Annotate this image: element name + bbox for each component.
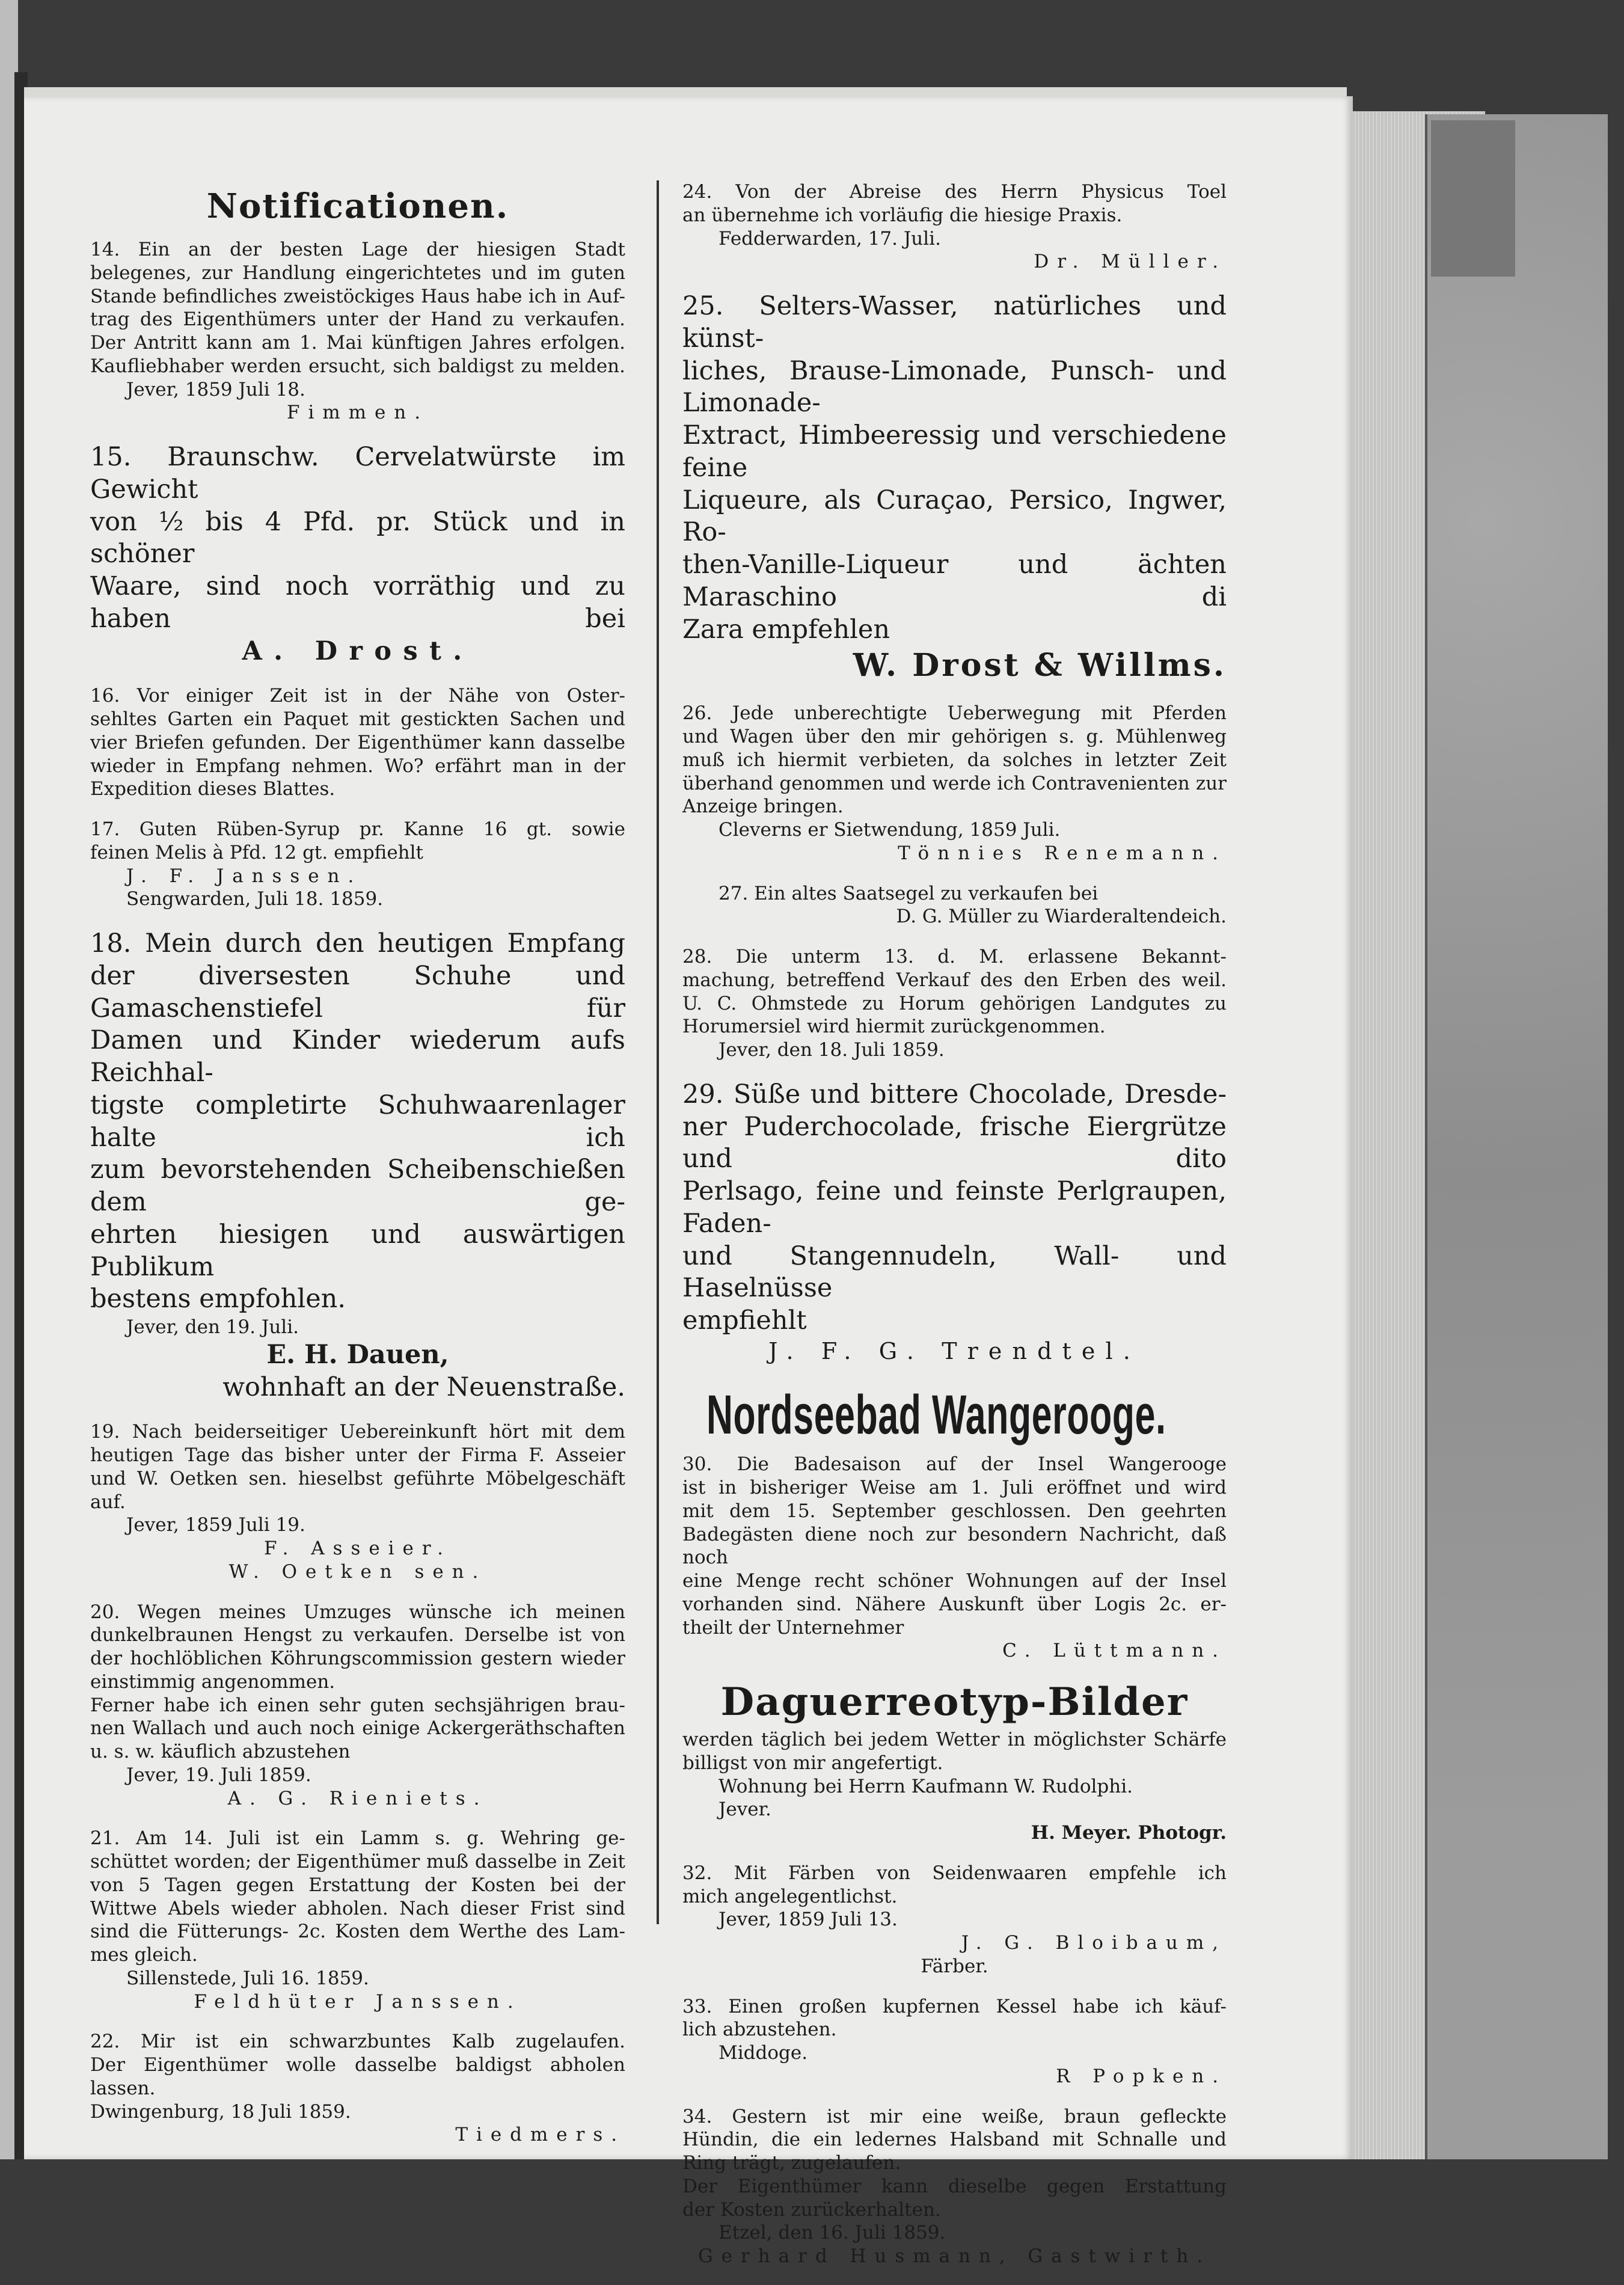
notice-26	[682, 702, 1227, 865]
notice-line: von 5 Tagen gegen Erstattung der Kosten bei der	[90, 1874, 625, 1896]
notice-date: Fedderwarden, 17. Juli.	[719, 227, 941, 250]
notice-line: wieder in Empfang nehmen. Wo? erfährt man in der	[90, 755, 625, 777]
notice-place: Jever.	[719, 1799, 771, 1821]
notice-line: 18. Mein durch den heutigen Empfang	[90, 928, 625, 958]
notice-33	[682, 1995, 1227, 2088]
notice-14	[90, 238, 625, 425]
notice-signature: J. F. Janssen.	[126, 865, 363, 887]
notice-line: 16. Vor einiger Zeit ist in der Nähe von Oster-	[90, 685, 625, 707]
notice-line: 17. Guten Rüben-Syrup pr. Kanne 16 gt. sowie	[90, 818, 625, 840]
notice-line: Dwingenburg, 18 Juli 1859.	[90, 2100, 351, 2123]
notice-signature: E. H. Dauen,	[266, 1339, 449, 1370]
notice-line: Anzeige bringen.	[682, 796, 844, 818]
notice-line: trag des Eigenthümers unter der Hand zu verkaufen.	[90, 308, 625, 331]
notice-22	[90, 2030, 625, 2147]
notice-date: Sengwarden, Juli 18. 1859.	[126, 888, 384, 910]
notice-line: der diversesten Schuhe und Gamaschenstiefel für	[90, 960, 625, 1023]
notice-signature: A. G. Rieniets.	[227, 1787, 488, 1809]
notice-line: Ring trägt, zugelaufen.	[682, 2152, 901, 2174]
notice-line: Perlsago, feine und feinste Perlgraupen, Faden-	[682, 1176, 1227, 1239]
notice-date: Etzel, den 16. Juli 1859.	[719, 2222, 946, 2244]
notice-line: der hochlöblichen Köhrungscommission gestern wieder	[90, 1648, 625, 1669]
notice-line: 25. Selters-Wasser, natürliches und künst-	[682, 291, 1227, 354]
notice-line: Extract, Himbeeressig und verschiedene feine	[682, 420, 1227, 483]
notice-line: Wittwe Abels wieder abholen. Nach dieser Frist sind	[90, 1897, 625, 1919]
notice-line: tigste completirte Schuhwaarenlager halte ich	[90, 1090, 625, 1153]
notice-16	[90, 684, 625, 801]
notice-line: überhand genommen und werde ich Contravenienten zur	[682, 772, 1227, 794]
notice-line: mich angelegentlichst.	[682, 1885, 898, 1907]
notice-21	[90, 1827, 625, 2013]
notice-date: Jever, 1859 Juli 18.	[126, 378, 305, 400]
notice-line: Wohnung bei Herrn Kaufmann W. Rudolphi.	[719, 1775, 1133, 1797]
notice-line: Stande befindliches zweistöckiges Haus habe ich in Auf-	[90, 285, 625, 307]
notice-line: feinen Melis à Pfd. 12 gt. empfiehlt	[90, 841, 424, 863]
notice-19	[90, 1420, 625, 1583]
notice-line: 22. Mir ist ein schwarzbuntes Kalb zugelaufen.	[90, 2031, 625, 2053]
notice-28	[682, 945, 1227, 1062]
notice-line: vier Briefen gefunden. Der Eigenthümer kann dasselbe	[90, 731, 625, 753]
notice-line: 26. Jede unberechtigte Ueberwegung mit Pferden	[682, 702, 1227, 725]
notice-line: zum bevorstehenden Scheibenschießen dem ge-	[90, 1155, 625, 1217]
notice-signature: Dr. Müller.	[1034, 251, 1227, 273]
notice-line: machung, betreffend Verkauf des den Erben des weil.	[682, 969, 1227, 991]
notice-line: und W. Oetken sen. hieselbst geführte Möbelgeschäft auf.	[90, 1467, 625, 1513]
notice-line: sehltes Garten ein Paquet mit gestickten Sachen und	[90, 708, 625, 730]
left-column	[90, 180, 625, 2164]
notice-line: ner Puderchocolade, frische Eiergrütze und dito	[682, 1111, 1227, 1174]
notice-line: Expedition dieses Blattes.	[90, 778, 336, 800]
notice-line: lich abzustehen.	[682, 2019, 837, 2041]
notice-signature: J. F. G. Trendtel.	[768, 1337, 1141, 1364]
notice-signature: F. Asseier.	[264, 1538, 452, 1559]
notice-line: einstimmig angenommen.	[90, 1670, 336, 1693]
notice-31	[682, 1679, 1227, 1845]
notice-line: belegenes, zur Handlung eingerichtetes und im guten	[90, 262, 625, 284]
notice-signature: Feldhüter Janssen.	[194, 1990, 522, 2013]
section-title: Notificationen.	[206, 186, 509, 226]
notice-date: Sillenstede, Juli 16. 1859.	[126, 1967, 369, 1989]
notice-25	[682, 290, 1227, 685]
notice-line: ist in bisheriger Weise am 1. Juli eröffnet und wird	[682, 1477, 1227, 1498]
notice-line: 27. Ein altes Saatsegel zu verkaufen bei	[719, 882, 1098, 904]
notice-line: 29. Süße und bittere Chocolade, Dresde-	[682, 1079, 1227, 1109]
notice-line: an übernehme ich vorläufig die hiesige Praxis.	[682, 204, 1123, 226]
notice-line: 20. Wegen meines Umzuges wünsche ich meinen	[90, 1601, 625, 1623]
notice-date: Cleverns er Sietwendung, 1859 Juli.	[719, 819, 1061, 841]
notice-34	[682, 2105, 1227, 2268]
notice-line: und Stangennudeln, Wall- und Haselnüsse	[682, 1241, 1227, 1304]
notice-signature: Fimmen.	[286, 402, 429, 424]
notice-line: eine Menge recht schöner Wohnungen auf der Insel	[682, 1570, 1227, 1592]
notice-line: theilt der Unternehmer	[682, 1616, 904, 1639]
notice-date: Jever, den 19. Juli.	[126, 1316, 299, 1338]
notice-signature: Tönnies Renemann.	[898, 842, 1227, 864]
notice-line: werden täglich bei jedem Wetter in möglichster Schärfe	[682, 1729, 1227, 1750]
notice-line: heutigen Tage das bisher unter der Firma F. Asseier	[90, 1444, 625, 1466]
notice-29	[682, 1079, 1227, 1366]
notice-line: Der Eigenthümer wolle dasselbe baldigst abholen lassen.	[90, 2054, 625, 2099]
notice-place: Middoge.	[719, 2042, 808, 2064]
notice-18	[90, 928, 625, 1403]
notice-line: Horumersiel wird hiermit zurückgenommen.	[682, 1016, 1106, 1038]
notice-line: Liqueure, als Curaçao, Persico, Ingwer, Ro-	[682, 485, 1227, 548]
notice-signature-sub: wohnhaft an der Neuenstraße.	[222, 1372, 625, 1402]
notice-signature: R Popken.	[1056, 2065, 1227, 2087]
notice-30	[682, 1384, 1227, 1663]
notice-line: Waare, sind noch vorräthig und zu haben bei	[90, 571, 625, 634]
notice-line: 24. Von der Abreise des Herrn Physicus Toel	[682, 181, 1227, 203]
notice-line: ehrten hiesigen und auswärtigen Publikum	[90, 1219, 625, 1282]
notice-line: Der Antritt kann am 1. Mai künftigen Jahres erfolgen.	[90, 332, 625, 354]
notice-line: U. C. Ohmstede zu Horum gehörigen Landgutes zu	[682, 992, 1227, 1014]
notice-line: 32. Mit Färben von Seidenwaaren empfehle ich	[682, 1862, 1227, 1884]
notice-line: 28. Die unterm 13. d. M. erlassene Bekannt-	[682, 946, 1227, 968]
notice-17	[90, 818, 625, 911]
notice-date: Jever, 19. Juli 1859.	[126, 1764, 311, 1786]
right-column	[682, 180, 1227, 2285]
notice-line: 21. Am 14. Juli ist ein Lamm s. g. Wehring ge-	[90, 1827, 625, 1850]
notice-line: Kaufliebhaber werden ersucht, sich baldigst zu melden.	[90, 355, 625, 377]
notice-line: sind die Fütterungs- 2c. Kosten dem Werthe des Lam-	[90, 1921, 625, 1943]
column-divider	[657, 180, 659, 1924]
notice-line: 33. Einen großen kupfernen Kessel habe ich käuf-	[682, 1995, 1227, 2017]
notice-line: Ferner habe ich einen sehr guten sechsjährigen brau-	[90, 1694, 625, 1716]
notice-line: mit dem 15. September geschlossen. Den geehrten	[682, 1500, 1227, 1522]
notice-line: Der Eigenthümer kann dieselbe gegen Erstattung	[682, 2175, 1227, 2197]
notice-line: 15. Braunschw. Cervelatwürste im Gewicht	[90, 442, 625, 505]
notice-line: Damen und Kinder wiederum aufs Reichhal-	[90, 1025, 625, 1088]
notice-date: Jever, 1859 Juli 19.	[126, 1514, 305, 1536]
notice-line: 19. Nach beiderseitiger Uebereinkunft hört mit dem	[90, 1421, 625, 1443]
notice-line: u. s. w. käuflich abzustehen	[90, 1741, 351, 1762]
notice-headline: Nordseebad Wangerooge.	[706, 1384, 1166, 1446]
notice-32	[682, 1862, 1227, 1978]
notice-line: von ½ bis 4 Pfd. pr. Stück und in schöner	[90, 506, 625, 569]
notice-date: Jever, 1859 Juli 13.	[719, 1909, 898, 1931]
notice-line: 30. Die Badesaison auf der Insel Wangerooge	[682, 1453, 1227, 1476]
spine-headband	[1431, 120, 1515, 277]
book-spine	[1425, 114, 1608, 2159]
notice-signature: J. G. Bloibaum,	[961, 1932, 1227, 1954]
notice-line: 34. Gestern ist mir eine weiße, braun gefleckte	[682, 2105, 1227, 2127]
notice-signature: W. Drost & Willms.	[853, 647, 1227, 684]
notice-27	[682, 882, 1227, 929]
notice-signature: Tiedmers.	[455, 2124, 625, 2146]
notice-signature-sub: Färber.	[921, 1955, 988, 1977]
notice-signature: W. Oetken sen.	[228, 1560, 487, 1583]
notice-line: und Wagen über den mir gehörigen s. g. Mühlenweg	[682, 726, 1227, 747]
notice-line: liches, Brause-Limonade, Punsch- und Limonade-	[682, 355, 1227, 419]
notice-line: Badegästen diene noch zur besondern Nachricht, daß noch	[682, 1523, 1227, 1569]
notice-line: vorhanden sind. Nähere Auskunft über Logis 2c. er-	[682, 1593, 1227, 1615]
notice-signature: A. Drost.	[242, 636, 474, 666]
notice-line: nen Wallach und auch noch einige Ackergeräthschaften	[90, 1717, 625, 1740]
notice-headline: Daguerreotyp-Bilder	[720, 1679, 1189, 1725]
notice-line: empfiehlt	[682, 1305, 807, 1336]
notice-line: der Kosten zurückerhalten.	[682, 2198, 941, 2221]
notice-15	[90, 441, 625, 667]
notice-24	[682, 180, 1227, 274]
notice-date: Jever, den 18. Juli 1859.	[719, 1039, 945, 1061]
notice-line: schüttet worden; der Eigenthümer muß dasselbe in Zeit	[90, 1851, 625, 1872]
notice-line: mes gleich.	[90, 1944, 198, 1966]
notice-20	[90, 1601, 625, 1811]
notice-line: bestens empfohlen.	[90, 1284, 346, 1314]
notice-signature: Gerhard Husmann, Gastwirth.	[697, 2245, 1212, 2267]
notice-line: billigst von mir angefertigt.	[682, 1752, 943, 1774]
notice-line: then-Vanille-Liqueur und ächten Maraschino di	[682, 550, 1227, 612]
notice-line: dunkelbraunen Hengst zu verkaufen. Derselbe ist von	[90, 1624, 625, 1646]
notice-line: 14. Ein an der besten Lage der hiesigen Stadt	[90, 239, 625, 260]
notice-signature: H. Meyer. Photogr.	[1031, 1822, 1227, 1844]
notice-signature: D. G. Müller zu Wiarderaltendeich.	[896, 906, 1227, 928]
notice-line: Hündin, die ein ledernes Halsband mit Schnalle und	[682, 2129, 1227, 2151]
notice-signature: C. Lüttmann.	[1002, 1640, 1227, 1662]
notice-line: Zara empfehlen	[682, 614, 890, 645]
notice-line: muß ich hiermit verbieten, da solches in letzter Zeit	[682, 749, 1227, 771]
